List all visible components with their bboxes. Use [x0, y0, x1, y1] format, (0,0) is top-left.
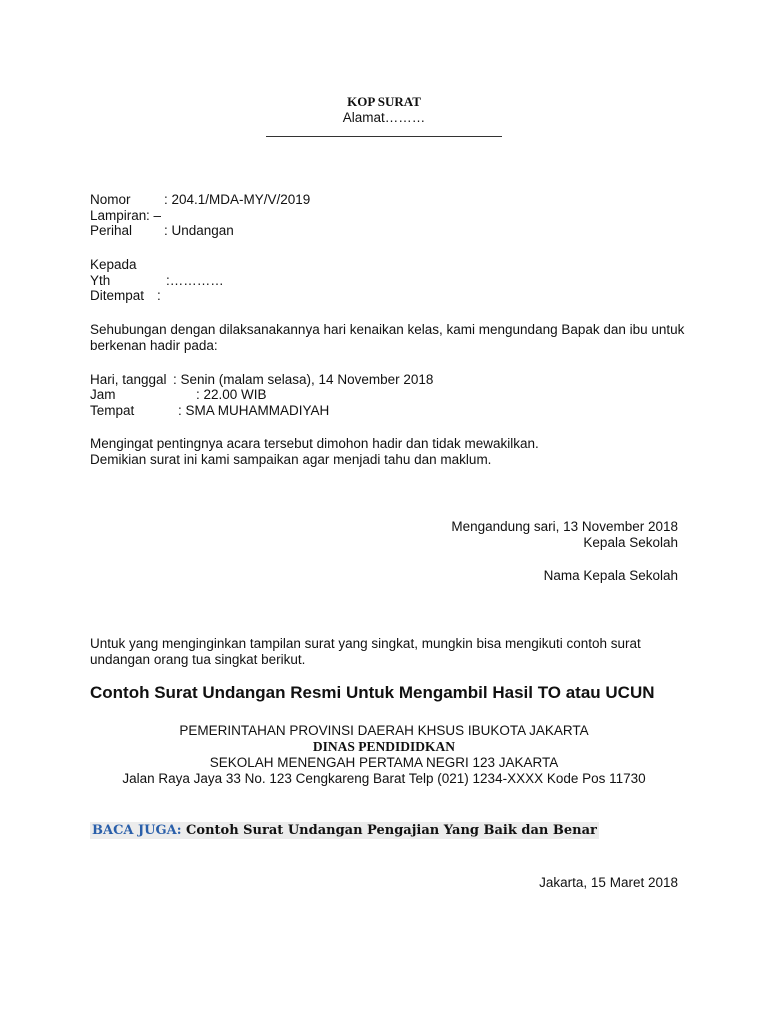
- letterhead-divider: [266, 136, 502, 137]
- recipient-heading: Kepada: [90, 257, 137, 272]
- closing-line: Mengingat pentingnya acara tersebut dimohon hadir dan tidak mewakilkan.: [90, 436, 539, 451]
- body-paragraph-line: berkenan hadir pada:: [90, 338, 218, 353]
- recipient-yth-value: :…………: [166, 273, 224, 288]
- meta-perihal: [90, 223, 234, 239]
- signature-place-date: Mengandung sari, 13 November 2018: [451, 519, 678, 534]
- baca-juga-label: BACA JUGA:: [92, 823, 182, 838]
- recipient-place-value: :: [157, 288, 161, 303]
- closing-line: Demikian surat ini kami sampaikan agar menjadi tahu dan maklum.: [90, 452, 492, 467]
- letterhead2-dinas: DINAS PENDIDIDKAN: [312, 739, 456, 754]
- meta-label: Nomor: [90, 192, 131, 207]
- detail-value: : 22.00 WIB: [196, 387, 267, 402]
- letterhead2-address: Jalan Raya Jaya 33 No. 123 Cengkareng Barat Telp (021) 1234-XXXX Kode Pos 11730: [122, 771, 646, 786]
- letterhead2-line: PEMERINTAHAN PROVINSI DAERAH KHSUS IBUKOTA JAKARTA: [179, 723, 589, 738]
- recipient-yth: [90, 273, 224, 289]
- recipient-place-label: Ditempat: [90, 288, 145, 303]
- detail-value: : SMA MUHAMMADIYAH: [178, 403, 330, 418]
- meta-nomor: [90, 192, 310, 208]
- letterhead-title: KOP SURAT: [347, 94, 421, 109]
- detail-jam: [90, 387, 267, 403]
- recipient-place: [90, 288, 161, 304]
- detail-tempat: [90, 403, 329, 419]
- detail-hari-tanggal: [90, 372, 433, 388]
- letterhead2-line: SEKOLAH MENENGAH PERTAMA NEGRI 123 JAKARTA: [209, 755, 559, 770]
- intro-line: undangan orang tua singkat berikut.: [90, 652, 306, 667]
- baca-juga-link[interactable]: Contoh Surat Undangan Pengajian Yang Baik dan Benar: [186, 823, 597, 838]
- detail-label: Hari, tanggal: [90, 372, 167, 387]
- meta-label: Perihal: [90, 223, 133, 238]
- intro-line: Untuk yang menginginkan tampilan surat yang singkat, mungkin bisa mengikuti contoh surat: [90, 636, 641, 651]
- detail-value: : Senin (malam selasa), 14 November 2018: [173, 372, 434, 387]
- signature-position: Kepala Sekolah: [583, 535, 678, 550]
- meta-label: Lampiran: [90, 208, 147, 223]
- letter-date: Jakarta, 15 Maret 2018: [539, 875, 678, 890]
- section-heading: Contoh Surat Undangan Resmi Untuk Mengambil Hasil TO atau UCUN: [90, 683, 655, 702]
- recipient-yth-label: Yth: [90, 273, 111, 288]
- baca-juga-banner: [90, 822, 599, 839]
- detail-label: Jam: [90, 387, 116, 402]
- body-paragraph-line: Sehubungan dengan dilaksanakannya hari kenaikan kelas, kami mengundang Bapak dan ibu untuk: [90, 322, 685, 337]
- detail-label: Tempat: [90, 403, 135, 418]
- meta-lampiran: [90, 208, 161, 224]
- letterhead-address: Alamat………: [342, 110, 426, 125]
- meta-value: : 204.1/MDA-MY/V/2019: [164, 192, 311, 207]
- meta-value: : Undangan: [164, 223, 234, 238]
- signature-name: Nama Kepala Sekolah: [543, 568, 678, 583]
- meta-value: : –: [146, 208, 162, 223]
